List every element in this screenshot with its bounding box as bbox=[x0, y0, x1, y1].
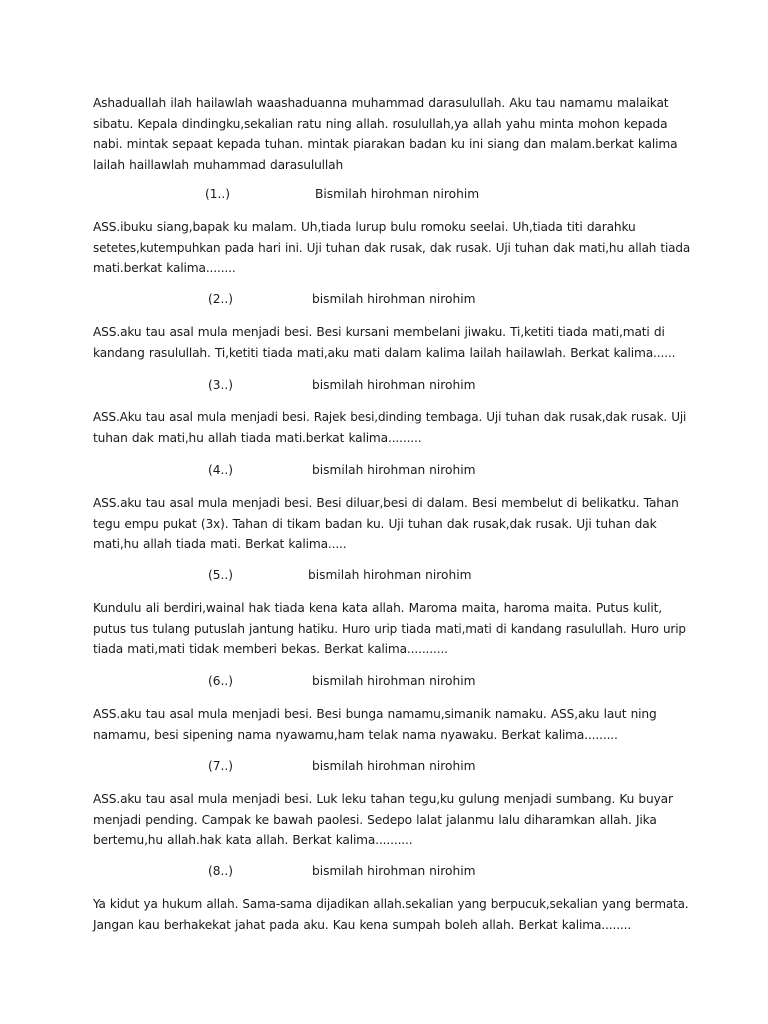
intro-line: nabi. mintak sepaat kepada tuhan. mintak piarakan badan ku ini siang dan malam.berkat kalima bbox=[93, 137, 678, 151]
section-paragraph bbox=[93, 704, 693, 745]
intro-line: Ashaduallah ilah hailawlah waashaduanna muhammad darasulullah. Aku tau namamu malaikat bbox=[93, 96, 669, 110]
section-title: bismilah hirohman nirohim bbox=[312, 674, 476, 688]
paragraph-line: kandang rasulullah. Ti,ketiti tiada mati,aku mati dalam kalima lailah hailawlah. Berkat kalima...... bbox=[93, 345, 676, 360]
section-number: (2..) bbox=[208, 292, 234, 306]
paragraph-line: ASS.aku tau asal mula menjadi besi. Luk leku tahan tegu,ku gulung menjadi sumbang. Ku buyar bbox=[93, 792, 673, 806]
section-number: (3..) bbox=[208, 378, 234, 392]
paragraph-line: bertemu,hu allah.hak kata allah. Berkat kalima.......... bbox=[93, 833, 413, 847]
paragraph-line: Ya kidut ya hukum allah. Sama-sama dijadikan allah.sekalian yang berpucuk,sekalian yang bermata. bbox=[93, 897, 689, 911]
section-paragraph bbox=[93, 789, 693, 851]
paragraph-line: Kundulu ali berdiri,wainal hak tiada kena kata allah. Maroma maita, haroma maita. Putus kulit, bbox=[93, 601, 662, 615]
paragraph-line: namamu, besi sipening nama nyawamu,ham telak nama nyawaku. Berkat kalima......... bbox=[93, 727, 618, 742]
paragraph-line: mati,hu allah tiada mati. Berkat kalima..... bbox=[93, 537, 347, 551]
intro-paragraph bbox=[93, 93, 693, 175]
paragraph-line: ASS.aku tau asal mula menjadi besi. Besi diluar,besi di dalam. Besi membelut di belikatku. Tahan bbox=[93, 496, 679, 510]
section-title: bismilah hirohman nirohim bbox=[308, 568, 472, 582]
paragraph-line: tegu empu pukat (3x). Tahan di tikam badan ku. Uji tuhan dak rusak,dak rusak. Uji tuhan dak bbox=[93, 516, 657, 531]
paragraph-line: ASS.Aku tau asal mula menjadi besi. Rajek besi,dinding tembaga. Uji tuhan dak rusak,dak rusak. Uji bbox=[93, 410, 687, 424]
paragraph-line: ASS.aku tau asal mula menjadi besi. Besi bunga namamu,simanik namaku. ASS,aku laut ning bbox=[93, 707, 657, 721]
section-paragraph bbox=[93, 217, 693, 279]
section-number: (7..) bbox=[208, 759, 234, 773]
section-title: bismilah hirohman nirohim bbox=[312, 864, 476, 878]
paragraph-line: ASS.aku tau asal mula menjadi besi. Besi kursani membelani jiwaku. Ti,ketiti tiada mati,mati di bbox=[93, 325, 665, 339]
section-number: (1..) bbox=[205, 187, 231, 201]
intro-line: sibatu. Kepala dindingku,sekalian ratu ning allah. rosulullah,ya allah yahu minta mohon kepada bbox=[93, 116, 668, 131]
section-title: bismilah hirohman nirohim bbox=[312, 759, 476, 773]
section-number: (6..) bbox=[208, 674, 234, 688]
paragraph-line: ASS.ibuku siang,bapak ku malam. Uh,tiada lurup bulu romoku seelai. Uh,tiada titi darahku bbox=[93, 220, 636, 234]
section-title: bismilah hirohman nirohim bbox=[312, 292, 476, 306]
paragraph-line: menjadi pending. Campak ke bawah paolesi. Sedepo lalat jalanmu lalu diharamkan allah. Jika bbox=[93, 812, 657, 827]
section-title: bismilah hirohman nirohim bbox=[312, 378, 476, 392]
paragraph-line: mati.berkat kalima........ bbox=[93, 261, 236, 275]
paragraph-line: Jangan kau berhakekat jahat pada aku. Kau kena sumpah boleh allah. Berkat kalima........ bbox=[93, 917, 632, 932]
section-number: (5..) bbox=[208, 568, 234, 582]
paragraph-line: tiada mati,mati tidak memberi bekas. Berkat kalima........... bbox=[93, 642, 448, 656]
section-number: (8..) bbox=[208, 864, 234, 878]
paragraph-line: putus tus tulang putuslah jantung hatiku. Huro urip tiada mati,mati di kandang rasulullah. Huro urip bbox=[93, 621, 686, 636]
intro-line: lailah haillawlah muhammad darasulullah bbox=[93, 157, 344, 172]
section-title: Bismilah hirohman nirohim bbox=[315, 187, 480, 201]
section-paragraph bbox=[93, 322, 693, 363]
paragraph-line: tuhan dak mati,hu allah tiada mati.berkat kalima......... bbox=[93, 430, 422, 445]
section-paragraph bbox=[93, 598, 693, 660]
section-paragraph bbox=[93, 493, 693, 555]
section-paragraph bbox=[93, 894, 693, 935]
section-title: bismilah hirohman nirohim bbox=[312, 463, 476, 477]
section-paragraph bbox=[93, 407, 693, 448]
paragraph-line: setetes,kutempuhkan pada hari ini. Uji tuhan dak rusak, dak rusak. Uji tuhan dak mati,hu allah tiada bbox=[93, 240, 691, 255]
section-number: (4..) bbox=[208, 463, 234, 477]
